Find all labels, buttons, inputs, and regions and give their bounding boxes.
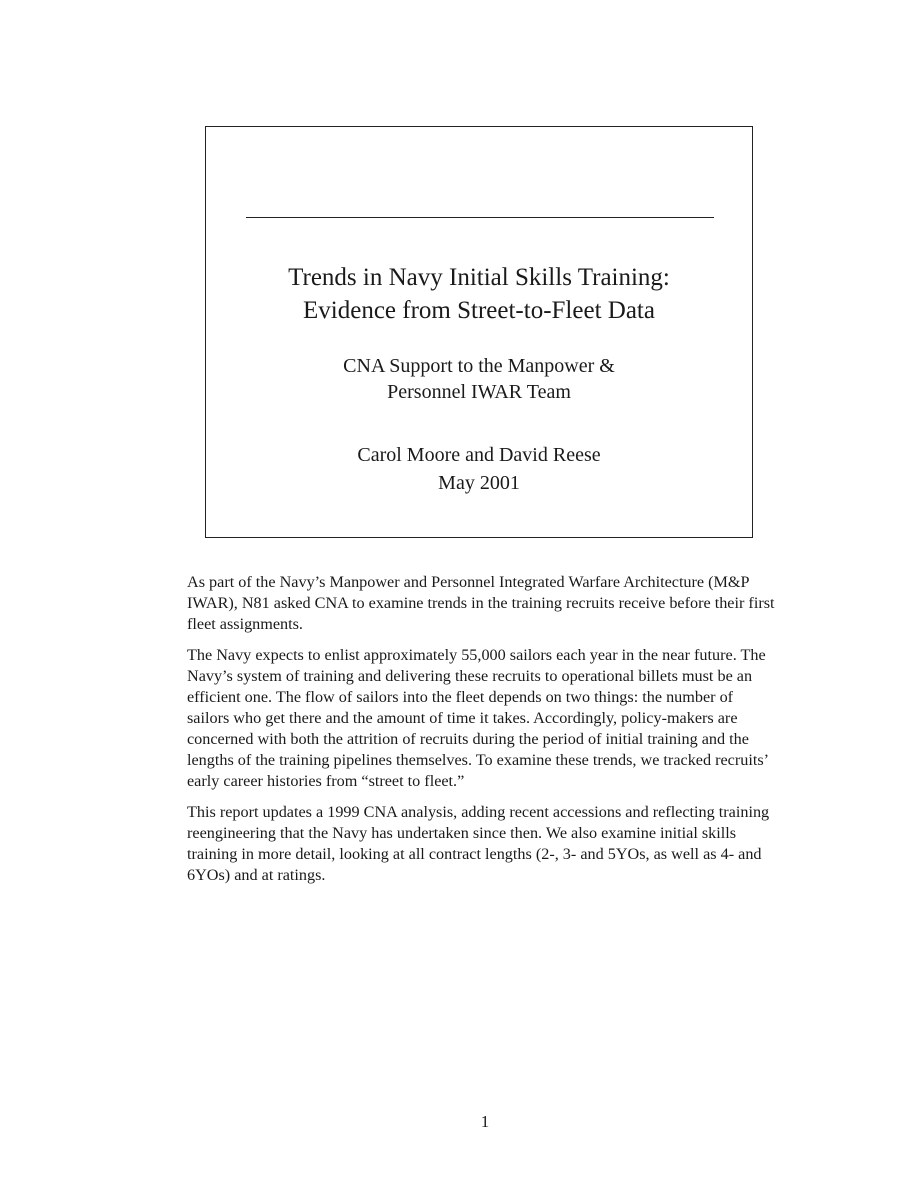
paragraph: The Navy expects to enlist approximately 55,000 sailors each year in the near future. The Navy’s system of training and delivering these recruits to operational billets must be an efficient one. The flow of sailors into the fleet depends on two things: the number of sailors who get there and the amount of time it takes. Accordingly, policy-makers are concerned with both the attrition of recruits during the period of initial training and the lengths of the training pipelines themselves. To examine these trends, we tracked recruits’ early career histories from “street to fleet.” [187,646,768,790]
report-subtitle-line: Personnel IWAR Team [387,381,571,403]
authors-block [206,441,752,497]
report-title-line: Trends in Navy Initial Skills Training: [288,264,670,291]
summary-text [187,572,777,896]
title-box [205,126,753,538]
report-title-line: Evidence from Street-to-Fleet Data [303,297,655,324]
title-rule [246,217,714,218]
report-subtitle-line: CNA Support to the Manpower & [343,355,615,377]
authors: Carol Moore and David Reese [357,444,601,466]
paragraph: As part of the Navy’s Manpower and Personnel Integrated Warfare Architecture (M&P IWAR), N81 asked CNA to examine trends in the training recruits receive before their first fleet assignments. [187,573,775,633]
report-subtitle [206,353,752,405]
page-number: 1 [480,1112,490,1131]
report-title [206,261,752,327]
paragraph: This report updates a 1999 CNA analysis, adding recent accessions and reflecting training reengineering that the Navy has undertaken since then. We also examine initial skills training in more detail, looking at all contract lengths (2-, 3- and 5YOs, as well as 4- and 6YOs) and at ratings. [187,803,770,884]
report-date: May 2001 [438,472,520,494]
